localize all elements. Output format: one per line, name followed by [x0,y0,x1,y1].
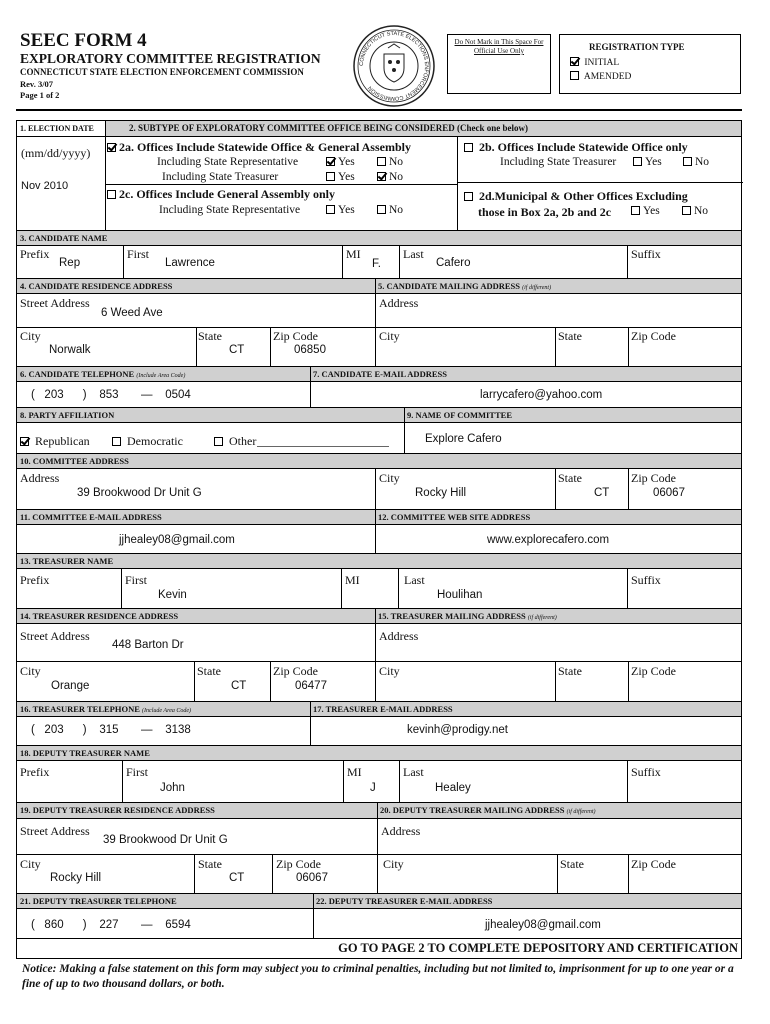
label-dep-mail-state: State [560,857,584,871]
label-comm-zip: Zip Code [631,471,676,485]
label-treas-state: State [197,664,221,678]
checkbox-icon [464,143,473,152]
label-dep-mi: MI [347,765,362,779]
label-mail-state: State [558,329,582,343]
label-treas-city: City [20,664,41,678]
label-treas-first: First [125,573,148,587]
registration-type-title: REGISTRATION TYPE [589,42,685,52]
option-2a-treas-no[interactable]: No [377,171,403,183]
label-dep-street: Street Address [20,824,90,838]
treasurer-phone[interactable]: ( 203 ) 315 — 3138 [31,724,191,736]
candidate-street[interactable]: 6 Weed Ave [101,307,163,319]
state-seal-icon [352,24,436,108]
page-number: Page 1 of 2 [20,90,60,100]
candidate-prefix[interactable]: Rep [59,257,81,269]
checkbox-icon [214,437,223,446]
deputy-email-header: 22. DEPUTY TREASURER E-MAIL ADDRESS [313,894,741,909]
form-title: SEEC FORM 4 [20,30,147,51]
deputy-zip[interactable]: 06067 [296,872,328,884]
candidate-residence-header: 4. CANDIDATE RESIDENCE ADDRESS [17,279,375,294]
label-dep-state: State [198,857,222,871]
checkbox-icon[interactable] [570,71,579,80]
checkbox-icon [377,205,386,214]
treasurer-zip[interactable]: 06477 [295,680,327,692]
label-treas-mail-zip: Zip Code [631,664,676,678]
deputy-mi[interactable]: J [370,782,376,794]
committee-address-header: 10. COMMITTEE ADDRESS [17,454,741,469]
option-2c-rep: Including State Representative [159,204,301,216]
candidate-email-header: 7. CANDIDATE E-MAIL ADDRESS [310,367,741,382]
label-treas-mail-address: Address [379,629,419,643]
option-2d-line2: those in Box 2a, 2b and 2c [478,205,612,219]
candidate-first[interactable]: Lawrence [165,257,215,269]
deputy-email[interactable]: jjhealey08@gmail.com [485,919,601,931]
committee-address[interactable]: 39 Brookwood Dr Unit G [77,487,202,499]
committee-email-header: 11. COMMITTEE E-MAIL ADDRESS [17,510,375,525]
option-2b-treas-no[interactable]: No [683,156,709,168]
party-republican[interactable]: Republican [20,434,90,449]
checkbox-checked-icon[interactable] [107,143,116,152]
deputy-state[interactable]: CT [229,872,245,884]
label-mi: MI [346,247,361,261]
label-city: City [20,329,41,343]
label-dep-city: City [20,857,41,871]
option-2a-rep-no[interactable]: No [377,156,403,168]
label-dep-first: First [126,765,149,779]
label-treas-suffix: Suffix [631,573,661,587]
option-2d[interactable]: 2d.Municipal & Other Offices Excluding [464,189,688,204]
label-dep-zip: Zip Code [276,857,321,871]
deputy-first[interactable]: John [160,782,185,794]
agency-name: CONNECTICUT STATE ELECTION ENFORCEMENT COMMISSION [20,67,304,77]
label-dep-mail-zip: Zip Code [631,857,676,871]
legal-notice: Notice: Making a false statement on this form may subject you to criminal penalties, including but not limited to, imprisonment for up to one year or a fine of up to two thousand dollars, or both. [22,963,734,990]
candidate-mailing-header: 5. CANDIDATE MAILING ADDRESS (if different) [375,279,741,294]
label-dep-prefix: Prefix [20,765,50,779]
election-date-header: 1. ELECTION DATE [17,121,105,137]
treasurer-name-header: 13. TREASURER NAME [17,554,741,569]
treasurer-residence-header: 14. TREASURER RESIDENCE ADDRESS [17,609,375,624]
label-treas-mail-city: City [379,664,400,678]
label-suffix: Suffix [631,247,661,261]
form-subtitle: EXPLORATORY COMMITTEE REGISTRATION [20,51,321,66]
date-format: (mm/dd/yyyy) [21,146,91,160]
option-2d-yes[interactable]: Yes [631,205,660,217]
label-street: Street Address [20,296,90,310]
option-2b-treas: Including State Treasurer [500,156,617,168]
label-zip: Zip Code [273,329,318,343]
label-first: First [127,247,150,261]
committee-website[interactable]: www.explorecafero.com [487,534,610,546]
label-dep-mail-address: Address [381,824,421,838]
checkbox-checked-icon [377,172,386,181]
option-2b-treas-yes[interactable]: Yes [633,156,662,168]
label-mail-zip: Zip Code [631,329,676,343]
treasurer-street[interactable]: 448 Barton Dr [112,639,184,651]
treasurer-email-header: 17. TREASURER E-MAIL ADDRESS [310,702,741,717]
deputy-residence-header: 19. DEPUTY TREASURER RESIDENCE ADDRESS [17,803,377,819]
treasurer-state[interactable]: CT [231,680,247,692]
checkbox-icon [377,157,386,166]
party-other[interactable]: Other [214,434,256,449]
checkbox-icon [112,437,121,446]
label-address: Address [379,296,419,310]
candidate-zip[interactable]: 06850 [294,344,326,356]
label-dep-last: Last [403,765,424,779]
label-treas-zip: Zip Code [273,664,318,678]
candidate-name-header: 3. CANDIDATE NAME [17,231,741,246]
candidate-email[interactable]: larrycafero@yahoo.com [480,389,603,401]
office-use-note: Do Not Mark in This Space For Official Use Only [454,38,544,55]
candidate-last[interactable]: Cafero [436,257,471,269]
checkbox-icon [326,172,335,181]
committee-name-header: 9. NAME OF COMMITTEE [404,408,741,423]
option-2c[interactable]: 2c. Offices Include General Assembly only [107,187,335,202]
checkbox-checked-icon[interactable] [570,57,579,66]
committee-city[interactable]: Rocky Hill [415,487,467,499]
deputy-city[interactable]: Rocky Hill [50,872,102,884]
svg-text:CONNECTICUT STATE ELECTIONS EN [359,31,429,101]
registration-initial[interactable]: INITIAL [570,57,740,68]
deputy-phone[interactable]: ( 860 ) 227 — 6594 [31,919,191,931]
label-dep-mail-city: City [383,857,404,871]
checkbox-icon [464,192,473,201]
candidate-mi[interactable]: F. [372,258,381,270]
deputy-mailing-header: 20. DEPUTY TREASURER MAILING ADDRESS (if different) [377,803,741,819]
treasurer-last[interactable]: Houlihan [437,589,483,601]
revision: Rev. 3/07 [20,79,54,89]
candidate-phone[interactable]: ( 203 ) 853 — 0504 [31,389,191,401]
option-2a-treas: Including State Treasurer [162,171,279,183]
goto-page-2: GO TO PAGE 2 TO COMPLETE DEPOSITORY AND CERTIFICATION [338,941,738,955]
option-2a-rep-yes[interactable]: Yes [326,156,355,168]
checkbox-icon [631,206,640,215]
label-comm-city: City [379,471,400,485]
office-use-box [447,34,551,94]
checkbox-checked-icon [326,157,335,166]
party-democratic[interactable]: Democratic [112,434,183,449]
option-2a[interactable]: 2a. Offices Include Statewide Office & General Assembly [107,140,411,155]
checkbox-icon [326,205,335,214]
committee-state[interactable]: CT [594,487,610,499]
label-treas-mail-state: State [558,664,582,678]
header-divider [16,109,742,111]
deputy-name-header: 18. DEPUTY TREASURER NAME [17,746,741,761]
candidate-city[interactable]: Norwalk [49,344,91,356]
label-dep-suffix: Suffix [631,765,661,779]
label-state: State [198,329,222,343]
treasurer-mailing-header: 15. TREASURER MAILING ADDRESS (if different) [375,609,741,624]
option-2a-rep: Including State Representative [157,156,299,168]
treasurer-email[interactable]: kevinh@prodigy.net [407,724,508,736]
checkbox-icon [633,157,642,166]
label-treas-last: Last [404,573,425,587]
label-treas-mi: MI [345,573,360,587]
label-last: Last [403,247,424,261]
treasurer-city[interactable]: Orange [51,680,90,692]
committee-email[interactable]: jjhealey08@gmail.com [119,534,235,546]
option-2c-rep-no[interactable]: No [377,204,403,216]
treasurer-first[interactable]: Kevin [158,589,187,601]
checkbox-icon [107,190,116,199]
candidate-state[interactable]: CT [229,344,245,356]
election-date-value[interactable]: Nov 2010 [21,180,69,192]
label-prefix: Prefix [20,247,50,261]
deputy-street[interactable]: 39 Brookwood Dr Unit G [103,834,228,846]
label-treas-street: Street Address [20,629,90,643]
label-mail-city: City [379,329,400,343]
option-2a-treas-yes[interactable]: Yes [326,171,355,183]
deputy-phone-header: 21. DEPUTY TREASURER TELEPHONE [17,894,313,909]
deputy-last[interactable]: Healey [435,782,471,794]
seal-text: CONNECTICUT STATE ELECTIONS ENFORCEMENT COMMISSION [358,30,430,102]
party-header: 8. PARTY AFFILIATION [17,408,404,423]
option-2c-rep-yes[interactable]: Yes [326,204,355,216]
label-treas-prefix: Prefix [20,573,50,587]
committee-name[interactable]: Explore Cafero [425,433,502,445]
label-comm-address: Address [20,471,60,485]
checkbox-icon [683,157,692,166]
option-2b[interactable]: 2b. Offices Include Statewide Office only [464,140,688,155]
registration-amended[interactable]: AMENDED [570,71,740,82]
label-comm-state: State [558,471,582,485]
registration-type-box [559,34,741,94]
candidate-phone-header: 6. CANDIDATE TELEPHONE (Include Area Code) [17,367,310,382]
subtype-header: 2. SUBTYPE OF EXPLORATORY COMMITTEE OFFICE BEING CONSIDERED (Check one below) [105,121,741,137]
checkbox-checked-icon [20,437,29,446]
registration-form [16,120,742,959]
committee-zip[interactable]: 06067 [653,487,685,499]
option-2d-no[interactable]: No [682,205,708,217]
committee-web-header: 12. COMMITTEE WEB SITE ADDRESS [375,510,741,525]
treasurer-phone-header: 16. TREASURER TELEPHONE (Include Area Code) [17,702,310,717]
checkbox-icon [682,206,691,215]
